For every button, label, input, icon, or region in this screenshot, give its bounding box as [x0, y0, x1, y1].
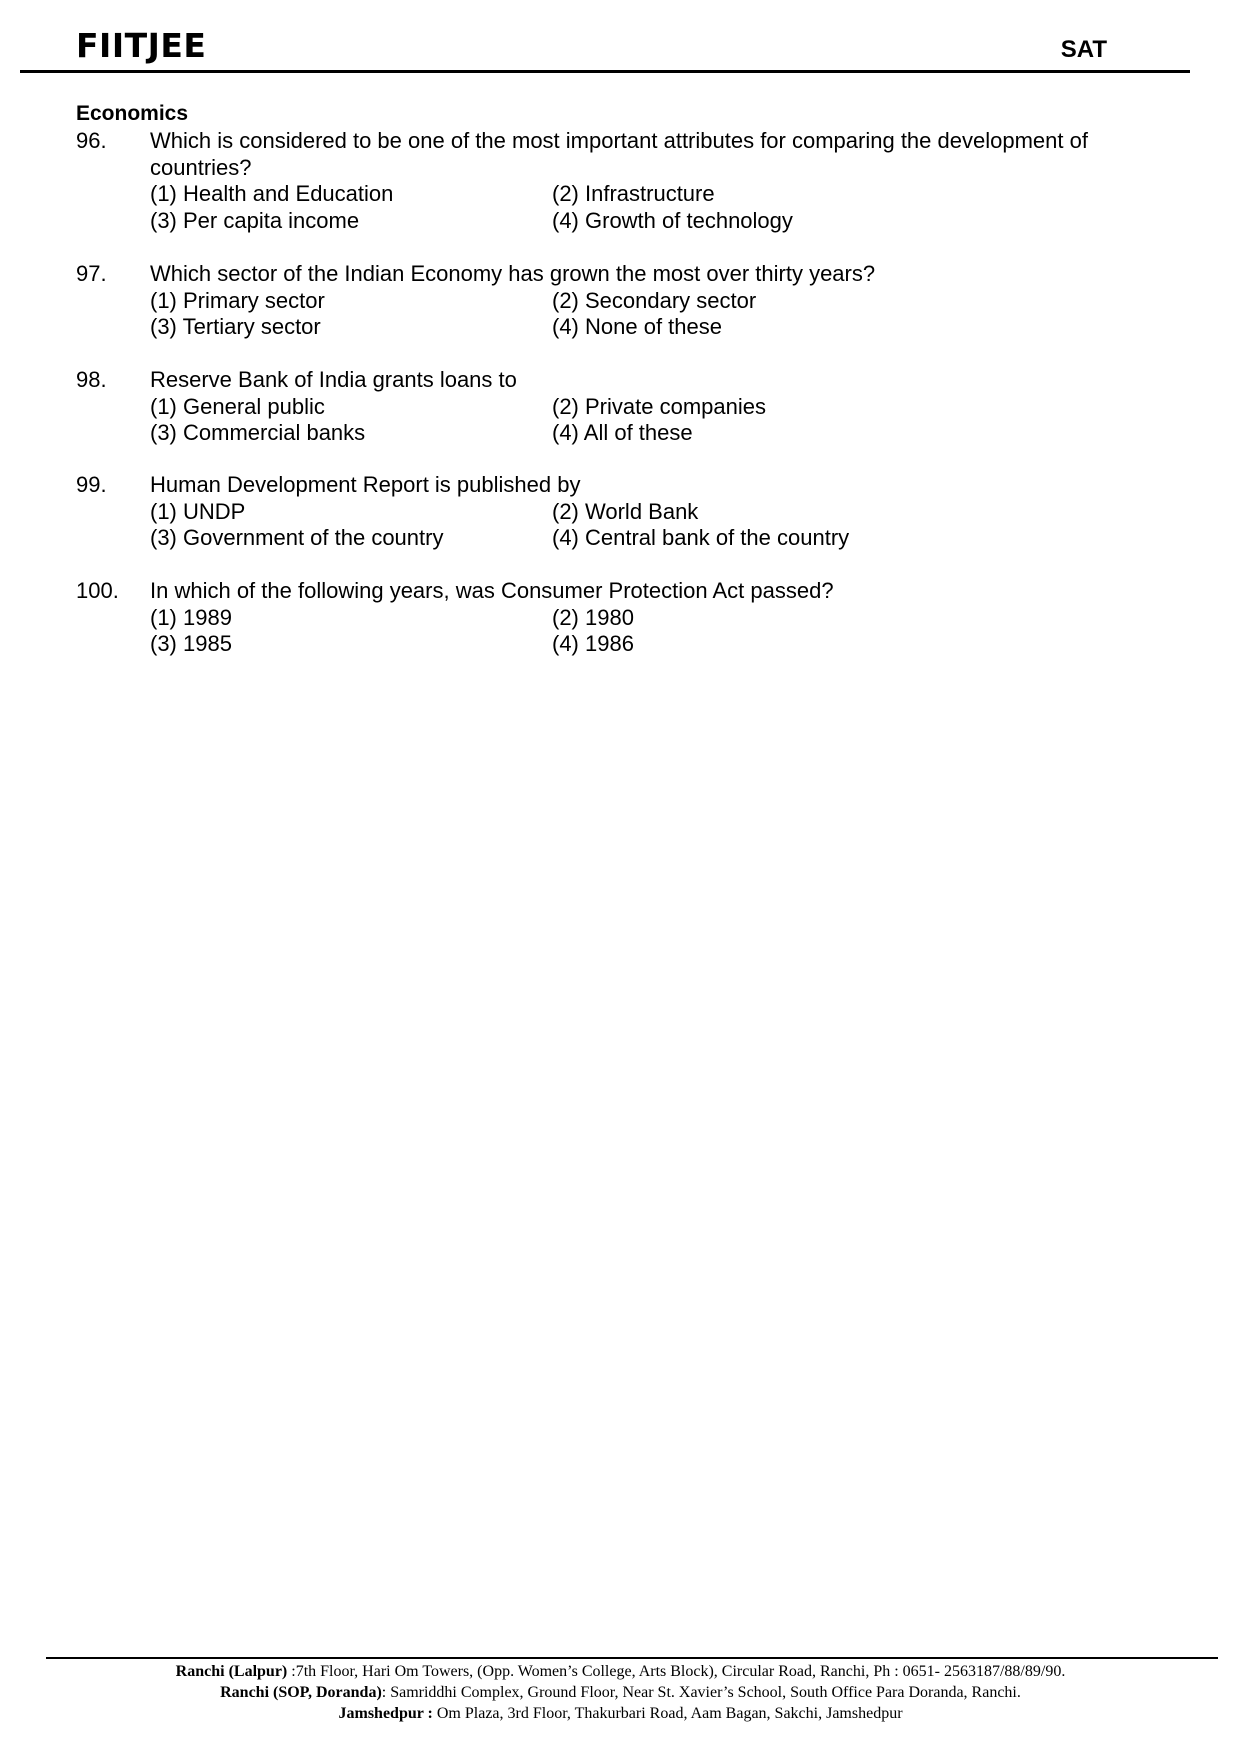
question-99 [76, 472, 1156, 552]
option-1: (1) Primary sector [150, 287, 325, 313]
option-3: (3) Per capita income [150, 207, 360, 233]
options [150, 394, 1156, 447]
header-divider [20, 70, 1190, 73]
footer-address-ranchi-doranda: Ranchi (SOP, Doranda): Samriddhi Complex, Ground Floor, Near St. Xavier’s School, South Office Para Doranda, Ranchi. [220, 1684, 1021, 1701]
option-2: (2) Secondary sector [552, 287, 757, 313]
option-4: (4) Central bank of the country [552, 525, 850, 550]
option-2: (2) World Bank [552, 498, 699, 524]
options [150, 605, 1156, 658]
exam-code: SAT [1060, 36, 1107, 63]
question-97 [76, 261, 1156, 341]
question-number: 100. [76, 578, 119, 603]
option-4: (4) 1986 [552, 631, 634, 656]
section-title: Economics [76, 102, 189, 125]
question-text: Reserve Bank of India grants loans to [150, 367, 517, 392]
question-number: 99. [76, 472, 107, 497]
option-1: (1) 1989 [150, 604, 232, 630]
footer-addresses [0, 1661, 1241, 1724]
question-number: 98. [76, 367, 107, 392]
footer-address-jamshedpur: Jamshedpur : Om Plaza, 3rd Floor, Thakurbari Road, Aam Bagan, Sakchi, Jamshedpur [338, 1705, 903, 1722]
question-text: Which is considered to be one of the most important attributes for comparing the development of countries? [150, 128, 1088, 180]
option-3: (3) Commercial banks [150, 420, 366, 445]
question-text: Human Development Report is published by [150, 472, 581, 497]
question-text: Which sector of the Indian Economy has grown the most over thirty years? [150, 261, 876, 286]
option-3: (3) 1985 [150, 631, 232, 656]
option-4: (4) All of these [552, 420, 693, 445]
options [150, 288, 1156, 341]
option-1: (1) Health and Education [150, 181, 394, 206]
option-3: (3) Government of the country [150, 525, 444, 550]
option-4: (4) Growth of technology [552, 207, 793, 233]
option-2: (2) Private companies [552, 393, 766, 419]
option-2: (2) Infrastructure [552, 181, 715, 206]
question-number: 97. [76, 261, 107, 286]
footer-address-ranchi-lalpur: Ranchi (Lalpur) :7th Floor, Hari Om Towers, (Opp. Women’s College, Arts Block), Circular Road, Ranchi, Ph : 0651- 2563187/88/89/90. [175, 1663, 1066, 1680]
option-3: (3) Tertiary sector [150, 314, 321, 339]
options [150, 499, 1156, 552]
question-98 [76, 367, 1156, 447]
logo: FIITJEE [76, 26, 207, 65]
question-100 [76, 578, 1156, 658]
question-text: In which of the following years, was Consumer Protection Act passed? [150, 578, 834, 603]
footer-divider [46, 1657, 1218, 1659]
option-1: (1) UNDP [150, 498, 246, 524]
option-1: (1) General public [150, 393, 325, 419]
option-4: (4) None of these [552, 314, 722, 339]
question-number: 96. [76, 128, 107, 153]
option-2: (2) 1980 [552, 604, 634, 630]
options [150, 181, 1156, 234]
question-96 [76, 128, 1156, 234]
